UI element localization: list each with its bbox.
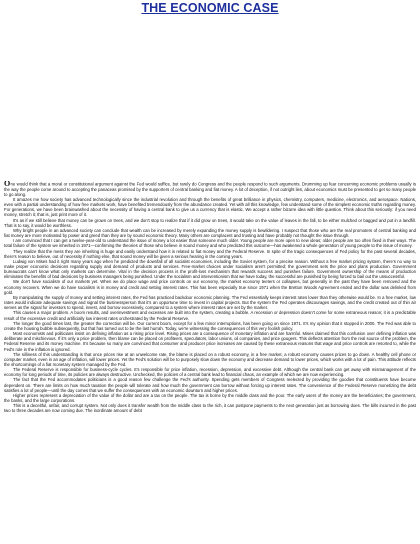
paragraph: The fact that the Fed accommodates politicians is a good reason few challenge the Fed's authority. Spending gets members of Congress reelected by providing the goodies that constituents have become dependent on. There are limits on how much taxation the people will tolerate and how much the government can borrow without forcing up interest rates. The convenience of the Federal Reserve monetizing the debt satisfies a lot of people—until the day comes that we suffer the consequences with an economic downturn and higher prices. bbox=[4, 377, 416, 393]
paragraph-text: ne would think that a moral or constitutional argument against the Fed would suffice, but rarely do Congress and the people respond to such arguments. Drumming up fear concerning economic problems usually is the way the people come around to accepting the panaceas promised by the supporters of central banking and fiat money. A lot of deception, if not outright lies, about economics must be presented to get so many people to go along. bbox=[4, 181, 416, 197]
article-body bbox=[4, 181, 416, 543]
paragraph: Most economists and politicians insist on defining inflation as a rising price level. Rising prices are a consequence of monetary inflation and are harmful. Mises claimed that this confusion over defining inflation was deliberate and mischievous. If it's only a price problem, then blame can be placed on profiteers, speculators, labor unions, oil companies, and price gougers. This deflects attention from the real source of the problem, the Federal Reserve and its money machine. It's because so many are convinced that consumer and producer price increases are caused by these extraneous reasons that wage and price controls are resorted to, while the Fed's role in the inflation is ignored. bbox=[4, 331, 416, 352]
paragraph: They realize that the mess they are inheriting is huge and easily understand how it is related to fiat money and the Federal Reserve. In spite of the tragic consequences of Fed policy for the past several decades, there's reason to believe, out of necessity if nothing else, that sound money will be given a serious hearing in the coming years. bbox=[4, 248, 416, 259]
paragraph: This is a deceitful, unfair, and corrupt system. Not only does it transfer wealth from the middle class to the rich, it can postpone payments to the next generation just as borrowing does. The bills incurred in the past two to three decades are now coming due. The inordinate amount of debt bbox=[4, 403, 416, 414]
paragraph: The longer the good times last, the greater the correction will be. Our current boom, except for a few minor interruptions, has been going on since 1971. It's my opinion that it stopped in 2000. The Fed was able to create the housing bubble subsequently, but that has turned out to be the last hurrah. Today, we're witnessing the consequences of this very foolish policy. bbox=[4, 320, 416, 331]
paragraph: It amazes me how society has advanced technologically since the industrial revolution and through the benefits of great brilliance in physics, chemistry, computers, medicine, electronics, and aerospace. Nations, even with a partial understanding of how free markets work, have benefited tremendously from the abundance created. Yet with all this knowledge, few understand some of the simplest economic truths regarding money. For generations, we have been brainwashed about the necessity of having a central bank to give us a currency that is elastic. We accept a rather bizarre idea with little question. Think about this seriously: if you need money, stretch it; that is, just print more of it. bbox=[4, 196, 416, 218]
paragraph: Higher prices represent a depreciation of the value of the dollar and are a tax on the people. The tax is borne by the middle class and the poor. The early users of the money are the beneficiaries; the government, the banks, and the large corporations. bbox=[4, 392, 416, 404]
paragraph: I am convinced that I can get a twelve-year-old to understand the issue of money a lot easier than someone much older. Young people are more open to new ideas; older people are too often fixed in their ways. The total failure of the system we inherited in 1971—confirming the theories of those who believe in sound money and who predicted this outcome—has awakened a whole generation of young people to the issue of money. bbox=[4, 238, 416, 249]
paragraph: The silliness of this understanding is that once prices rise at an unwelcome rate, the blame is placed on a robust economy, in a free market, a robust economy causes prices to go down. A healthy cell phone or computer market, even in an age of inflation, will lower prices. Yet the Fed's solution will be to purposely slow down the economy and decrease demand to lower prices, which works with a lot of pain. This attitude reflects the shortcomings of a fiat monetary system managed by the Fed. bbox=[4, 351, 416, 367]
paragraph bbox=[4, 181, 416, 197]
drop-cap: O bbox=[4, 181, 11, 188]
paragraph: We don't have socialism of our markets yet. When we do place wage and price controls on our economy, the market economy teeters or collapses, but generally in the past they have been removed and the economy recovers. When we do have socialism is in money and credit and setting interest rates. This has been especially true since 1971 when the Bretton Woods Agreement ended and the dollar was delinked from gold. bbox=[4, 279, 416, 295]
paragraph: It's as if we still believe that money can be grown on trees, and we don't stop to realize that if it did grow on trees, it would take on the value of leaves in the fall, to be either mulched or bagged and put in a landfill. That is to say, it would be worthless. bbox=[4, 217, 416, 228]
paragraph: Ludwig von Mises had it right many years ago when he predicted the downfall of all socialist economies, including the Soviet system, for a precise reason. Without a free market pricing system, there's no way to make proper economic decisions regarding supply and demand of products and services. Free-market choices under socialism aren't permitted; the government sets the price and plans production. Government bureaucrats can't know what only markets can determine. Vital in the decision process is the profit-loss mechanism that rewards success and punishes failure. Government ownership of the means of production eliminates the benefits of bad decisions by business managers being punished. Under the socialism and interventionism that we have today, the successful are punished by being forced to bail out the unsuccessful. bbox=[4, 258, 416, 280]
paragraph: Why bright people in an advanced society can conclude that wealth can be increased by merely expanding the money supply is bewildering. I suspect that those who are the real promoters of central banking and fiat money are more motivated by power and greed than they are by sound economic theory. Many others are complacent and trusting and have probably not thought the issue through. bbox=[4, 227, 416, 239]
paragraph: By manipulating the supply of money and setting interest rates, the Fed has practiced backdoor economic planning. The Fed essentially keeps interest rates lower than they otherwise would be. In a free market, low rates would indicate adequate savings and signal the businessperson that it's an opportune time to invest in capital projects. But the system the Fed operates discourages savings, and the credit created out of thin air serves as the signal for investors to spend, invest, and borrow excessively, compared to a system where interest rates are set by the market. bbox=[4, 294, 416, 311]
paragraph: The Federal Reserve is responsible for business-cycle cycles. It's responsible for price inflation, recession, depression, and excessive debt. Although the central bank can get away with mismanagement of the economy for long periods of time, its policies are always destructive. Unchecked, the policies of a central bank lead to financial chaos, an example of which we are now experiencing. bbox=[4, 367, 416, 378]
page-title: THE ECONOMIC CASE bbox=[141, 1, 279, 15]
paragraph: This causes a major problem. A boom results, and overinvestment and excesses are built into the system, creating a bubble. A recession or depression doesn't come for some extraneous reason; it is a predictable result of the excessive credit and artificially low interest rates orchestrated by the Federal Reserve. bbox=[4, 310, 416, 321]
